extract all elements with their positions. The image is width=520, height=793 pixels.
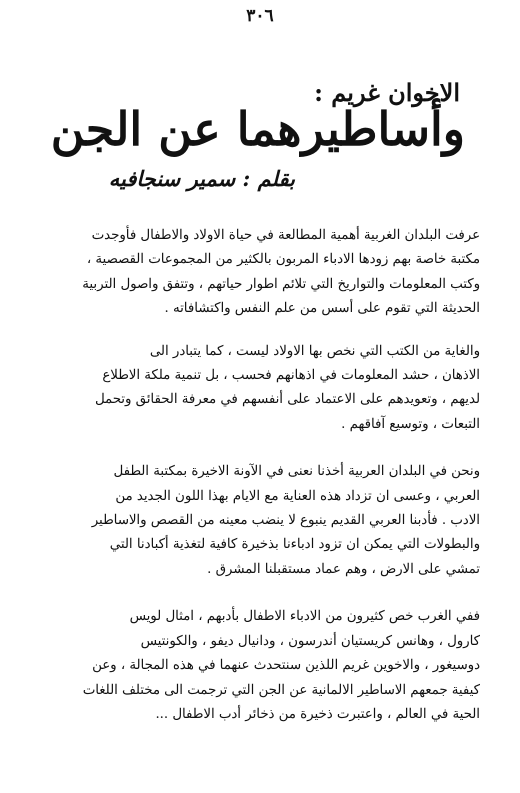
paragraph-line: الحية في العالم ، واعتبرت ذخيرة من ذخائر أدب الاطفال ...	[155, 706, 480, 722]
paragraph-4	[28, 605, 480, 727]
article-body	[28, 224, 480, 750]
paragraph-line: وكتب المعلومات والتواريخ التي تلائم اطوار حياتهم ، وتتفق واصول التربية	[82, 276, 480, 292]
paragraph-line: العربي ، وعسى ان تزداد هذه العناية مع الايام بهذا اللون الجديد من	[115, 488, 480, 504]
article-title: وأساطيرهما عن الجن	[50, 102, 465, 156]
paragraph-line: ونحن في البلدان العربية أخذنا نعنى في الآونة الاخيرة بمكتبة الطفل	[113, 464, 480, 480]
paragraph-line: والبطولات التي يمكن ان تزود ادباءنا بذخيرة كافية لتغذية أكبادنا التي	[109, 537, 480, 553]
article-supertitle: الاخوان غريم :	[314, 78, 460, 107]
paragraph-line: الحديثة التي تقوم على أسس من علم النفس واكتشافاته .	[164, 301, 480, 317]
paragraph-2	[28, 340, 480, 438]
paragraph-line: مكتبة خاصة بهم زودها الادباء المربون بالكثير من المجموعات القصصية ،	[86, 252, 480, 268]
paragraph-line: الاذهان ، حشد المعلومات في اذهانهم فحسب ، بل تنمية ملكة الاطلاع	[102, 368, 480, 384]
page-number: ٣٠٦	[246, 6, 274, 26]
paragraph-line: والغاية من الكتب التي نخص بها الاولاد ليست ، كما يتبادر الى	[149, 343, 480, 359]
paragraph-line: تمشي على الارض ، وهم عماد مستقبلنا المشرق .	[207, 561, 480, 577]
paragraph-line: الادب . فأدبنا العربي القديم ينبوع لا ينضب معينه من القصص والاساطير	[91, 513, 480, 529]
paragraph-line: لديهم ، وتعويدهم على الاعتماد على أنفسهم في معرفة الحقائق وتحمل	[94, 392, 480, 408]
paragraph-line: ففي الغرب خص كثيرون من الادباء الاطفال بأدبهم ، امثال لويس	[129, 609, 480, 625]
paragraph-line: كارول ، وهانس كريستيان أندرسون ، ودانيال ديفو ، والكونتيس	[140, 633, 480, 649]
paragraph-3	[28, 460, 480, 582]
paragraph-line: عرفت البلدان الغربية أهمية المطالعة في حياة الاولاد والاطفال فأوجدت	[91, 228, 480, 243]
paragraph-line: كيفية جمعهم الاساطير الالمانية عن الجن التي ترجمت الى مختلف اللغات	[82, 682, 480, 698]
paragraph-line: التبعات ، وتوسيع آفاقهم .	[341, 416, 480, 432]
paragraph-line: دوسيغور ، والاخوين غريم اللذين سنتحدث عنهما في هذه المجالة ، وعن	[92, 658, 480, 674]
paragraph-1	[28, 224, 480, 322]
article-byline: بقلم : سمير سنجافيه	[108, 166, 295, 191]
